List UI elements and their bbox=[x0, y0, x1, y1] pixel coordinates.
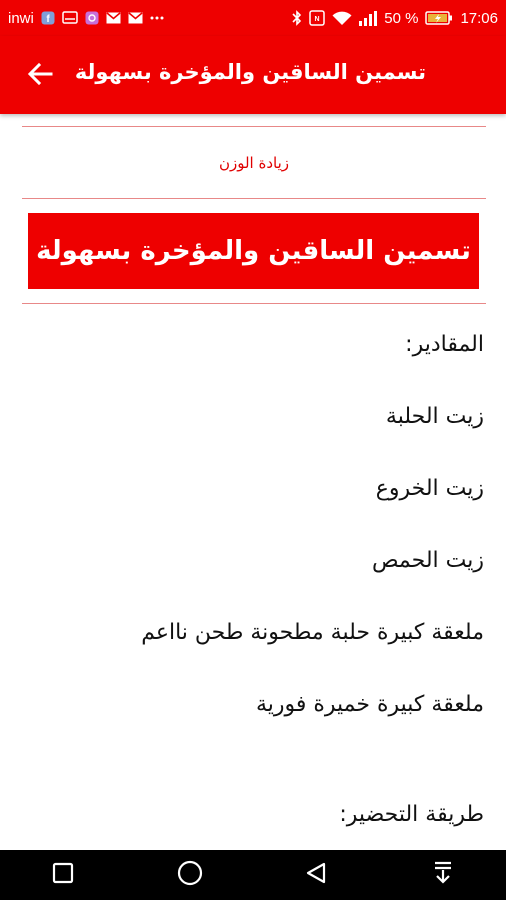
app-bar-title: تسمين الساقين والمؤخرة بسهولة bbox=[74, 60, 426, 84]
arrow-back-icon bbox=[27, 62, 53, 90]
back-icon bbox=[304, 861, 328, 889]
nav-back-button[interactable] bbox=[286, 850, 346, 900]
ingredients-heading: المقادير: bbox=[405, 332, 484, 357]
download-button[interactable] bbox=[413, 850, 473, 900]
divider bbox=[22, 126, 486, 127]
ingredient-line: زيت الخروع bbox=[375, 476, 484, 501]
ingredient-line: ملعقة كبيرة حلبة مطحونة طحن نااعم bbox=[141, 620, 484, 645]
svg-text:N: N bbox=[314, 16, 320, 23]
svg-text:f: f bbox=[46, 14, 50, 25]
article-content[interactable] bbox=[0, 114, 506, 850]
divider bbox=[22, 303, 486, 304]
status-bar bbox=[0, 0, 506, 36]
gmail-icon bbox=[106, 12, 121, 24]
nfc-icon bbox=[309, 10, 325, 26]
carrier-label: inwi bbox=[8, 9, 34, 27]
battery-percent: 50 % bbox=[384, 9, 419, 27]
clock: 17:06 bbox=[460, 9, 498, 27]
app-bar bbox=[0, 36, 506, 114]
facebook-icon bbox=[41, 11, 55, 25]
signal-icon bbox=[359, 11, 377, 26]
ingredient-line: ملعقة كبيرة خميرة فورية bbox=[255, 692, 484, 717]
download-icon bbox=[432, 861, 454, 889]
bluetooth-icon bbox=[292, 10, 302, 26]
system-nav-bar bbox=[0, 850, 506, 900]
wifi-icon bbox=[332, 11, 352, 26]
back-button[interactable] bbox=[22, 58, 58, 94]
ingredient-line: زيت الحلبة bbox=[385, 404, 484, 429]
cast-icon bbox=[62, 11, 78, 25]
preparation-heading: طريقة التحضير: bbox=[339, 802, 484, 827]
status-bar-left bbox=[8, 10, 164, 27]
instagram-icon bbox=[85, 11, 99, 25]
category-link[interactable]: زيادة الوزن bbox=[218, 154, 290, 172]
home-icon bbox=[177, 860, 203, 890]
recents-button[interactable] bbox=[33, 850, 93, 900]
recents-icon bbox=[52, 862, 74, 888]
article-banner-title: تسمين الساقين والمؤخرة بسهولة bbox=[28, 213, 479, 289]
divider bbox=[22, 198, 486, 199]
more-notifications-icon bbox=[150, 16, 164, 20]
battery-icon bbox=[425, 11, 453, 25]
status-bar-right bbox=[292, 10, 498, 27]
ingredient-line: زيت الحمص bbox=[371, 548, 484, 573]
gmail-icon bbox=[128, 12, 143, 24]
home-button[interactable] bbox=[160, 850, 220, 900]
